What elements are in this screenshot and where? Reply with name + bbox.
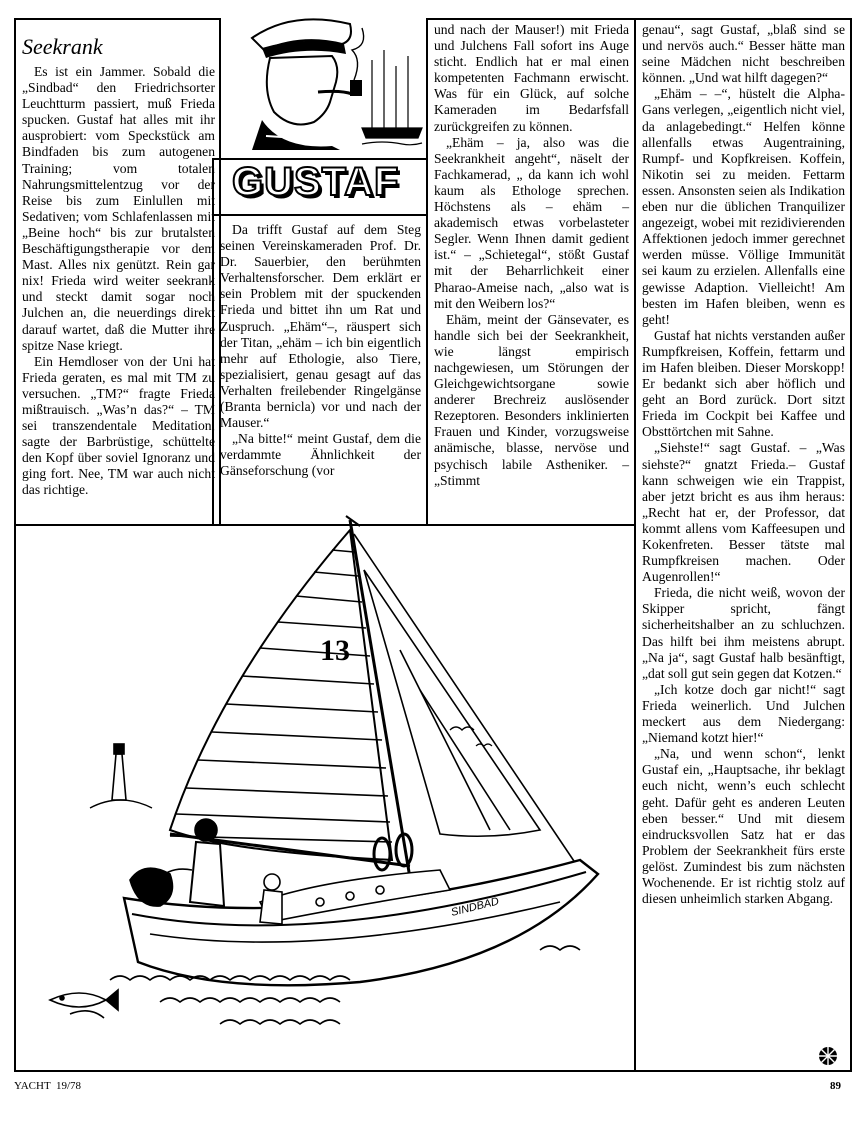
sailboat-illustration — [20, 530, 630, 1066]
page-number: 89 — [830, 1080, 841, 1092]
gustaf-logo: GUSTAF — [232, 160, 400, 204]
column-4 — [642, 22, 845, 907]
paragraph: Frieda, die nicht weiß, wovon der Skipper spricht, fängt sicherheitshalber an zu schluchzen. Das hilft bei ihm meistens abrupt. „Na ja“, sagt Gustaf halb besänftigt, „dat soll gut sein gegen dat Kotzen.“ — [642, 585, 845, 681]
paragraph: Gustaf hat nichts verstanden außer Rumpfkreisen, Koffein, fettarm und im Hafen bleiben. Dieser Morskopp! Er bedankt sich aber höflich und geht an Bord zurück. Dort sitzt Frieda im Cockpit bei Kaffee und Obsttörtchen mit Sahne. — [642, 327, 845, 440]
sail-number: 13 — [320, 634, 350, 667]
column-3 — [434, 22, 629, 489]
paragraph: Ehäm, meint der Gänsevater, es handle sich bei der Seekrankheit, wie längst empirisch nachgewiesen, um Störungen der Gleichgewichtsorgane sowie anderer Brechreiz auslösender Rezeptoren. Besonders inklinierten Frauen und Kinder, vorzugsweise anämische, blasse, nervöse und psychisch labile Astheniker. – „Stimmt — [434, 311, 629, 488]
paragraph: Es ist ein Jammer. Sobald die „Sindbad“ den Friedrichsorter Leuchtturm passiert, muß Frieda spucken. Gustaf hat alles mit ihr ausprobiert: vom Speckstück am Bindfaden bis zum autogenen Training; vom totalen Nahrungsmittelentzug vor der Reise bis zum Einlullen mit Sedativen; vom Schlafenlassen mit „Beine hoch“ bis zur brutalsten Beschäftigungstherapie vor dem Mast. Alles nix genützt. Rein gar nix! Frieda wird weiter seekrank und steckt damit sogar noch Julchen an, die neuerdings direkt darauf wartet, daß die Mutter ihre spitze Nase kriegt. — [22, 64, 215, 353]
article-heading: Seekrank — [22, 34, 103, 59]
issue-number: 19/78 — [56, 1080, 82, 1092]
column-2 — [220, 222, 421, 480]
paragraph: Da trifft Gustaf auf dem Steg seinen Vereinskameraden Prof. Dr. Dr. Sauerbier, den berühmten Verhaltensforscher. Dem erklärt er sein Problem mit der spuckenden Frieda und bittet ihn um Rat und Zuspruch. „Ehäm“–, räuspert sich der Titan, „ehäm – ich bin eigentlich mehr auf Ethologie, also Tiere, spezialisiert, genau gesagt auf das Verhalten freilebender Ringelgänse (Branta bernicla) vor und nach der Mauser.“ — [220, 222, 421, 431]
end-mark-icon — [818, 1046, 838, 1066]
paragraph: „Na bitte!“ meint Gustaf, dem die verdammte Ähnlichkeit der Gänseforschung (vor — [220, 431, 421, 479]
paragraph: „Ehäm – ja, also was die Seekrankheit angeht“, näselt der Fachkamerad, „ da kann ich wohl kaum als Ethologe sprechen. Höchstens als – ehäm – akademisch etwas vorbelasteter Segler. Wenn Ihnen damit gedient ist.“ – „Schietegal“, stößt Gustaf mit der Beharrlichkeit einer Pharao-Ameise nach, „also wat is mit den Weibern los?“ — [434, 134, 629, 311]
paragraph: und nach der Mauser!) mit Frieda und Julchens Fall sofort ins Auge sticht. Endlich hat er mal einen kompetenten Fachmann erwischt. Was für ein Glück, auf solche Kameraden im Bedarfsfall zurückgreifen zu können. — [434, 22, 629, 134]
sailor-illustration — [222, 10, 422, 150]
paragraph: Ein Hemdloser von der Uni hat Frieda geraten, es mal mit TM zu versuchen. „TM?“ fragte Frieda mißtrauisch. „Was’n das?“ – TM sei transzendentale Meditation, sagte der Barbrüstige, schüttelte den Kopf über soviel Ignoranz und ging fort. Nee, TM war auch nicht das richtige. — [22, 353, 215, 498]
paragraph: „Na, und wenn schon“, lenkt Gustaf ein, „Hauptsache, ihr beklagt euch nicht, wenn’s euch schlecht geht. Dafür geht es anderen Leuten eben besser.“ Und mit diesem eindrucksvollen Satz hat er das Problem der Seekrankheit fürs erste gelöst. Zumindest bis zum nächsten Wochenende. Er ist richtig stolz auf diesen unheimlich starken Abgang. — [642, 746, 845, 907]
paragraph: „Ehäm – –“, hüstelt die Alpha-Gans verlegen, „eigentlich nicht viel, da anlagebedingt.“ Helfen könne allenfalls etwas Augentraining, Rumpf- und Kopfkreisen. Koffein, Nikotin sei zu meiden. Fettarm essen. Ansonsten seien als Indikation eben nur die üblichen Tranquilizer angezeigt, wobei mit rezidivierenden Affektionen jedoch immer gerechnet werden müsse. Völlige Immunität sei kaum zu erzielen. Allenfalls eine gewisse Adaption. Vielleicht! Am besten im Hafen bleiben, wenn es geht! — [642, 86, 845, 327]
paragraph: „Siehste!“ sagt Gustaf. – „Was siehste?“ gnatzt Frieda.– Gustaf kann schweigen wie ein Trappist, aber jetzt bricht es aus ihm heraus: „Recht hat er, der Professor, dat kommt allens vom Kaffeesupen und Kokenfreten. Besser tätste mal Rumpfkreisen machen. Oder Augenrollen!“ — [642, 440, 845, 585]
magazine-name: YACHT — [14, 1080, 51, 1092]
paragraph: „Ich kotze doch gar nicht!“ sagt Frieda weinerlich. Und Julchen meckert aus dem Niedergang: „Niemand kotzt hier!“ — [642, 681, 845, 746]
boat-name-label: SINDBAD — [449, 895, 501, 919]
column-1 — [22, 34, 215, 499]
paragraph: genau“, sagt Gustaf, „blaß sind se und nervös auch.“ Besser hätte man seine Mädchen nicht beschreiben können. „Und wat hilft dagegen?“ — [642, 22, 845, 86]
